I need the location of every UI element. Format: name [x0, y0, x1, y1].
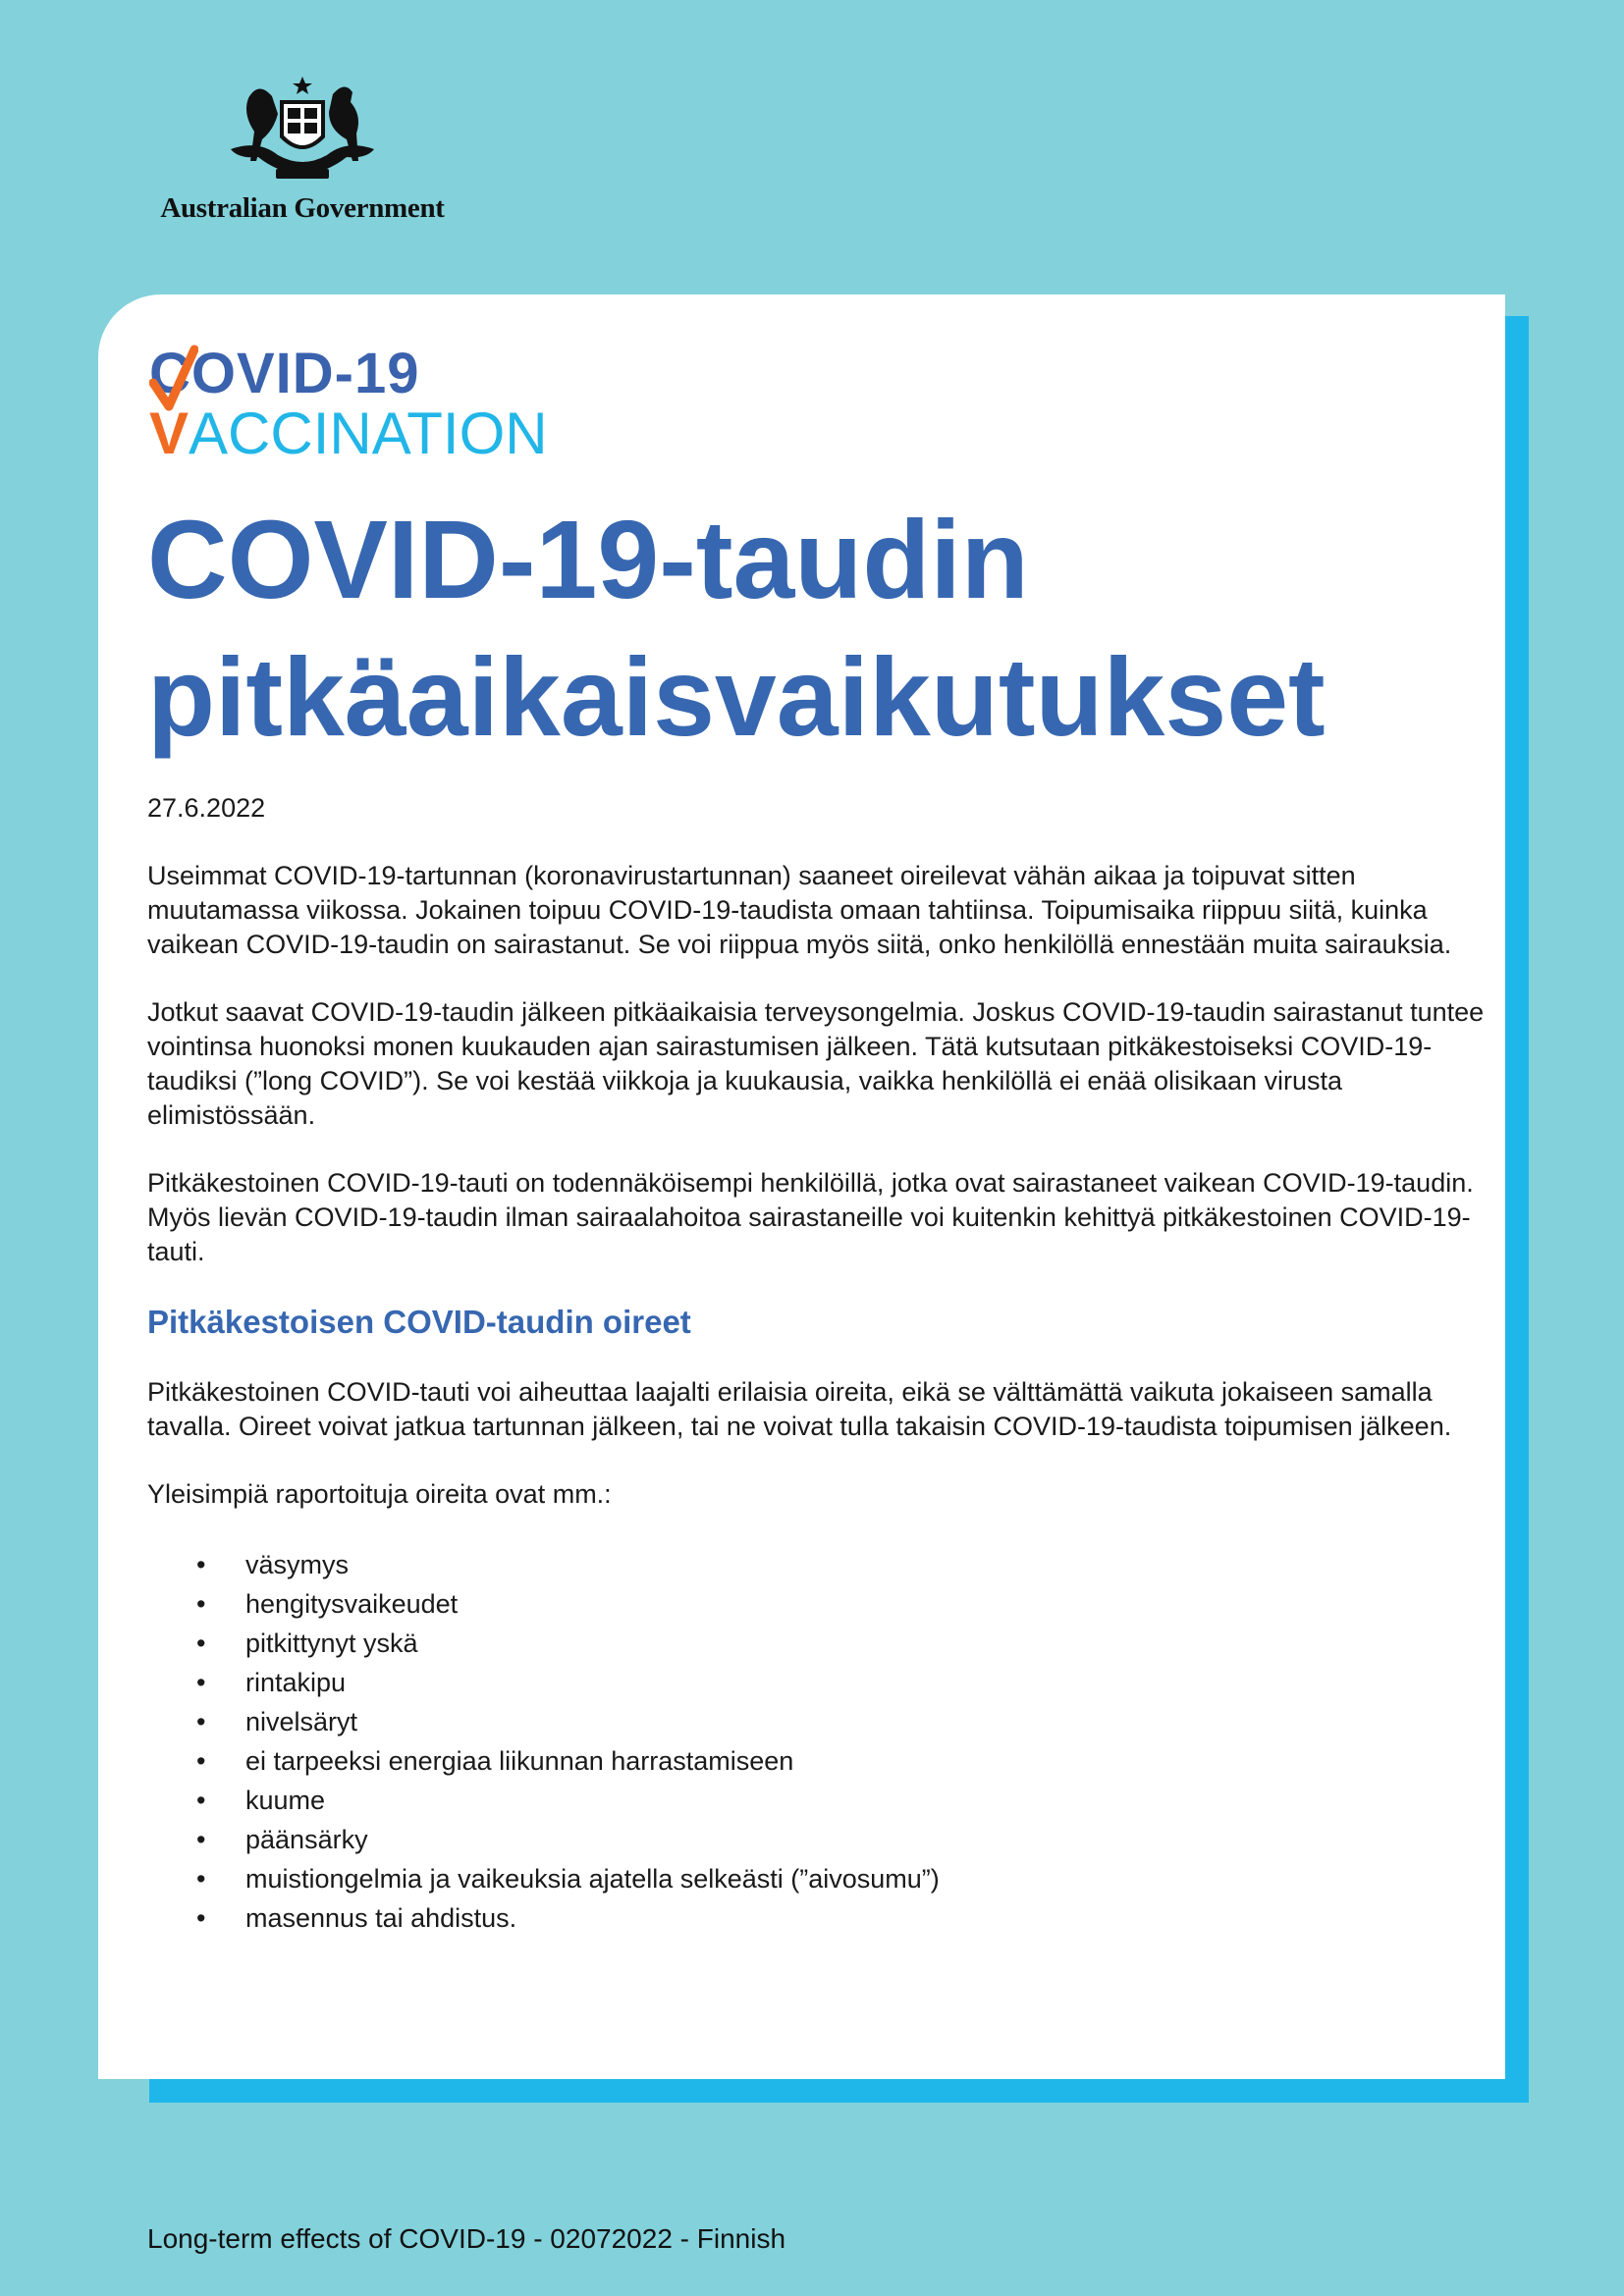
- content-card: [98, 294, 1505, 2079]
- publish-date: 27.6.2022: [147, 793, 266, 823]
- list-item: • muistiongelmia ja vaikeuksia ajatella selkeästi (”aivosumu”): [196, 1859, 1492, 1898]
- list-item: • pitkittynyt yskä: [196, 1624, 1492, 1663]
- paragraph-intro: Useimmat COVID-19-tartunnan (koronavirustartunnan) saaneet oireilevat vähän aikaa ja toipuvat sitten muutamassa viikossa. Jokainen toipuu COVID-19-taudista omaan tahtiinsa. Toipumisaika riippuu siitä, kuinka vaikean COVID-19-taudin on sairastanut. Se voi riippua myös siitä, onko henkilöllä ennestään muita sairauksia.: [147, 861, 1452, 959]
- government-name: Australian Government: [160, 192, 445, 224]
- list-item: • kuume: [196, 1781, 1492, 1820]
- document-footer: Long-term effects of COVID-19 - 02072022 - Finnish: [147, 2223, 786, 2254]
- paragraph-long-covid: Jotkut saavat COVID-19-taudin jälkeen pitkäaikaisia terveysongelmia. Joskus COVID-19-taudin sairastanut tuntee vointinsa huonoksi monen kuukauden ajan sairastumisen jälkeen. Tätä kutsutaan pitkäkestoiseksi COVID-19-taudiksi (”long COVID”). Se voi kestää viikkoja ja kuukausia, vaikka henkilöllä ei enää olisikaan virusta elimistössään.: [147, 997, 1485, 1130]
- document-body: [147, 791, 1492, 1938]
- list-item: • hengitysvaikeudet: [196, 1584, 1492, 1624]
- symptom-list: [147, 1545, 1492, 1938]
- logo-vaccination-rest: ACCINATION: [189, 400, 548, 466]
- list-item: • ei tarpeeksi energiaa liikunnan harrastamiseen: [196, 1741, 1492, 1781]
- covid-vaccination-logo: [149, 342, 548, 466]
- logo-v-letter: V: [149, 400, 189, 466]
- paragraph-risk: Pitkäkestoinen COVID-19-tauti on todennäköisempi henkilöillä, jotka ovat sairastaneet vaikean COVID-19-taudin. Myös lievän COVID-19-taudin ilman sairaalahoitoa sairastaneille voi kuitenkin kehittyä pitkäkestoinen COVID-19-tauti.: [147, 1168, 1474, 1266]
- logo-line-vaccination: [149, 400, 548, 466]
- list-item: • väsymys: [196, 1545, 1492, 1584]
- coat-of-arms-icon: [219, 71, 386, 188]
- logo-line-covid: COVID-19: [149, 342, 420, 405]
- page-title: COVID-19-taudin pitkäaikaisvaikutukset: [147, 498, 1326, 759]
- list-item: • masennus tai ahdistus.: [196, 1898, 1492, 1938]
- section-heading-symptoms: Pitkäkestoisen COVID-taudin oireet: [147, 1304, 691, 1340]
- list-item: • päänsärky: [196, 1820, 1492, 1859]
- list-intro: Yleisimpiä raportoituja oireita ovat mm.:: [147, 1479, 612, 1509]
- government-header: [145, 71, 460, 225]
- paragraph-symptoms: Pitkäkestoinen COVID-tauti voi aiheuttaa laajalti erilaisia oireita, eikä se välttämättä vaikuta jokaiseen samalla tavalla. Oireet voivat jatkua tartunnan jälkeen, tai ne voivat tulla takaisin COVID-19-taudista toipumisen jälkeen.: [147, 1377, 1452, 1441]
- checkmark-icon: [149, 344, 198, 412]
- list-item: • rintakipu: [196, 1663, 1492, 1702]
- list-item: • nivelsäryt: [196, 1702, 1492, 1741]
